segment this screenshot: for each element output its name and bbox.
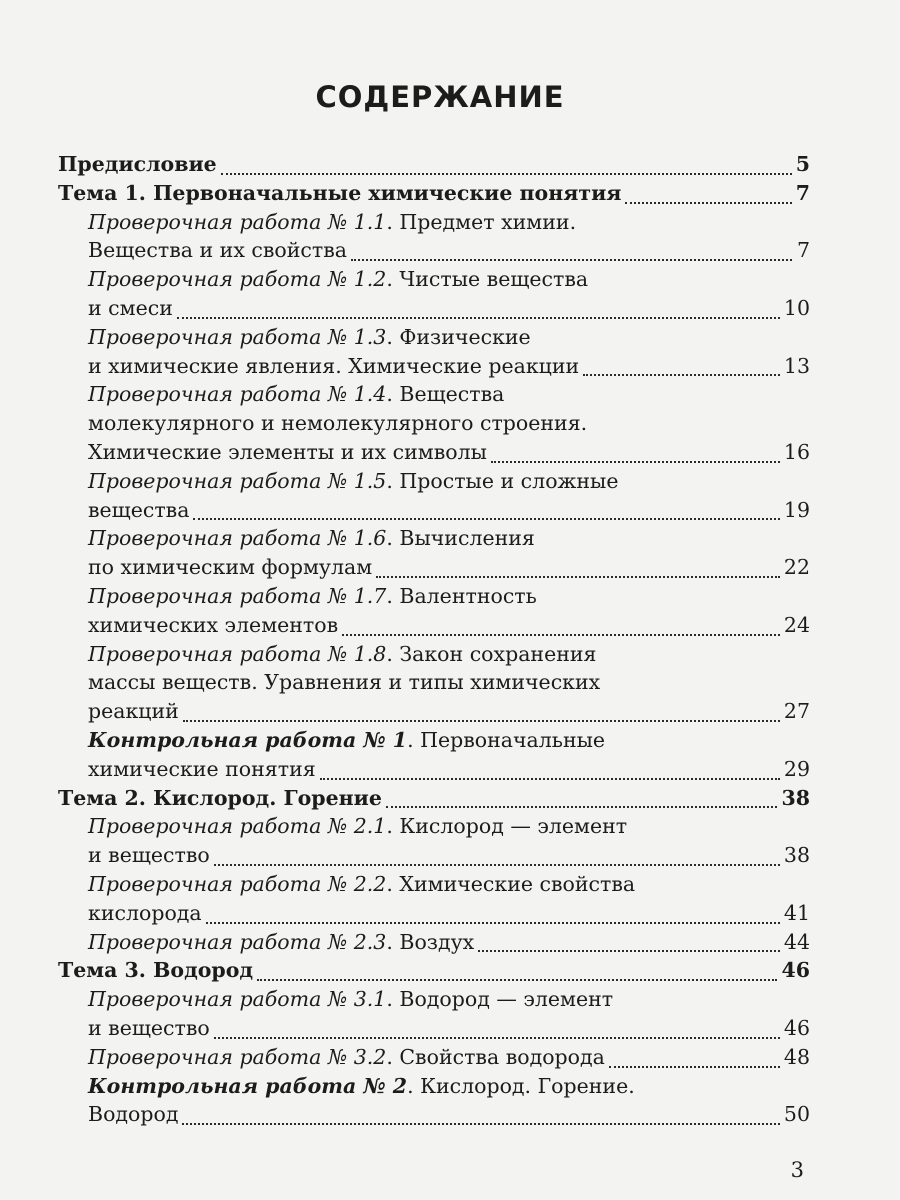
toc-label: реакций: [88, 699, 179, 724]
toc-page-number: 5: [795, 152, 810, 176]
dot-leader: [351, 259, 792, 261]
toc-line: [58, 872, 810, 901]
toc-page-number: 46: [781, 958, 810, 983]
toc-page-number: 29: [783, 756, 810, 781]
toc-work-prefix: Проверочная работа № 3.1: [88, 987, 387, 1012]
toc-text: массы веществ. Уравнения и типы химических: [88, 670, 601, 695]
dot-leader: [583, 374, 780, 376]
toc-label: и химические явления. Химические реакции: [88, 353, 580, 378]
toc-line: [58, 325, 810, 354]
toc-line: [58, 958, 810, 987]
toc-page-number: 19: [783, 497, 810, 522]
dot-leader: [193, 518, 779, 520]
toc-line: [58, 901, 810, 930]
toc-work-prefix: Проверочная работа № 1.6: [88, 526, 387, 551]
toc-label: химические понятия: [88, 756, 316, 781]
toc-line: [58, 1016, 810, 1045]
dot-leader: [206, 922, 780, 924]
toc-work-prefix: Проверочная работа № 1.1: [88, 209, 387, 234]
toc-topic-label: Тема 1. Первоначальные химические понятия: [58, 180, 622, 205]
toc-line: [58, 238, 810, 267]
toc-text: . Предмет химии.: [386, 209, 577, 234]
toc-line: [58, 930, 810, 959]
toc-label: . Свойства водорода: [386, 1044, 605, 1069]
toc-work-prefix: Проверочная работа № 2.3: [88, 929, 387, 954]
dot-leader: [257, 979, 777, 981]
dot-leader: [478, 950, 780, 952]
toc-label: Водород: [88, 1102, 179, 1127]
dot-leader: [214, 864, 780, 866]
dot-leader: [177, 317, 780, 319]
toc-line: [58, 1045, 810, 1074]
toc-work-prefix: Проверочная работа № 2.2: [88, 871, 387, 896]
toc-page-number: 7: [796, 238, 810, 263]
toc-line: [58, 642, 810, 671]
dot-leader: [376, 576, 780, 578]
toc-test-prefix: Контрольная работа № 1: [88, 727, 408, 752]
toc-work-prefix: Проверочная работа № 1.3: [88, 324, 387, 349]
toc-label: кислорода: [88, 900, 202, 925]
page-title: СОДЕРЖАНИЕ: [315, 80, 565, 114]
toc-text: молекулярного и немолекулярного строения.: [88, 411, 588, 436]
toc-line: [58, 1074, 810, 1103]
toc-page-number: 41: [783, 900, 810, 925]
page-number: 3: [790, 1158, 804, 1182]
toc-work-prefix: Проверочная работа № 2.1: [88, 814, 387, 839]
toc-page-number: 48: [783, 1044, 810, 1069]
toc-page-number: 46: [783, 1015, 810, 1040]
toc-line: [58, 584, 810, 613]
toc-label: и смеси: [88, 295, 173, 320]
toc-page-number: 38: [781, 785, 810, 810]
toc-line: [58, 152, 810, 181]
toc-label: по химическим формулам: [88, 555, 373, 580]
toc-text: . Чистые вещества: [386, 267, 589, 292]
toc-text: . Первоначальные: [407, 727, 606, 752]
toc-line: [58, 814, 810, 843]
toc-page-number: 10: [783, 295, 810, 320]
dot-leader: [491, 461, 780, 463]
toc-line: [58, 555, 810, 584]
toc-page-number: 22: [783, 555, 810, 580]
toc-label: химических элементов: [88, 612, 339, 637]
toc-line: [58, 786, 810, 815]
toc-page-number: 13: [783, 353, 810, 378]
toc-topic-label: Предисловие: [58, 152, 217, 176]
toc-line: [58, 210, 810, 239]
toc-page-number: 50: [783, 1102, 810, 1127]
toc-text: . Кислород — элемент: [386, 814, 628, 839]
toc-line: [58, 757, 810, 786]
table-of-contents: [58, 152, 810, 1131]
toc-line: [58, 296, 810, 325]
toc-line: [58, 526, 810, 555]
toc-line: [58, 382, 810, 411]
dot-leader: [183, 720, 780, 722]
dot-leader: [386, 806, 778, 808]
toc-line: [58, 987, 810, 1016]
toc-work-prefix: Проверочная работа № 1.4: [88, 382, 387, 407]
toc-line: [58, 1102, 810, 1131]
dot-leader: [625, 202, 791, 204]
toc-text: . Вещества: [386, 382, 505, 407]
toc-page-number: 24: [783, 612, 810, 637]
toc-line: [58, 440, 810, 469]
toc-line: [58, 728, 810, 757]
toc-line: [58, 267, 810, 296]
toc-label: вещества: [88, 497, 190, 522]
toc-line: [58, 354, 810, 383]
toc-line: [58, 843, 810, 872]
toc-label: . Воздух: [386, 929, 475, 954]
toc-label: Вещества и их свойства: [88, 238, 348, 263]
toc-label: и вещество: [88, 843, 210, 868]
toc-line: [58, 411, 810, 440]
toc-line: [58, 670, 810, 699]
dot-leader: [214, 1037, 780, 1039]
toc-topic-label: Тема 3. Водород: [58, 958, 254, 983]
toc-label: Химические элементы и их символы: [88, 439, 487, 464]
toc-line: [58, 699, 810, 728]
toc-work-prefix: Проверочная работа № 3.2: [88, 1044, 387, 1069]
toc-test-prefix: Контрольная работа № 2: [88, 1073, 408, 1098]
toc-text: . Закон сохранения: [386, 641, 597, 666]
toc-page-number: 38: [783, 843, 810, 868]
toc-text: . Химические свойства: [386, 871, 636, 896]
dot-leader: [221, 173, 792, 175]
toc-work-prefix: Проверочная работа № 1.7: [88, 583, 387, 608]
dot-leader: [342, 634, 780, 636]
toc-work-prefix: Проверочная работа № 1.8: [88, 641, 387, 666]
toc-page-number: 44: [783, 929, 810, 954]
toc-text: . Кислород. Горение.: [407, 1073, 635, 1098]
toc-page-number: 27: [783, 699, 810, 724]
toc-line: [58, 498, 810, 527]
toc-text: . Физические: [386, 324, 531, 349]
toc-work-prefix: Проверочная работа № 1.2: [88, 267, 387, 292]
toc-line: [58, 181, 810, 210]
toc-text: . Водород — элемент: [386, 987, 614, 1012]
toc-line: [58, 613, 810, 642]
dot-leader: [182, 1123, 779, 1125]
toc-page-number: 7: [795, 180, 810, 205]
toc-text: . Простые и сложные: [386, 468, 619, 493]
toc-work-prefix: Проверочная работа № 1.5: [88, 468, 387, 493]
toc-topic-label: Тема 2. Кислород. Горение: [58, 785, 382, 810]
toc-label: и вещество: [88, 1015, 210, 1040]
dot-leader: [609, 1066, 780, 1068]
toc-text: . Вычисления: [386, 526, 535, 551]
toc-line: [58, 469, 810, 498]
toc-page-number: 16: [783, 439, 810, 464]
dot-leader: [320, 778, 780, 780]
toc-text: . Валентность: [386, 583, 537, 608]
